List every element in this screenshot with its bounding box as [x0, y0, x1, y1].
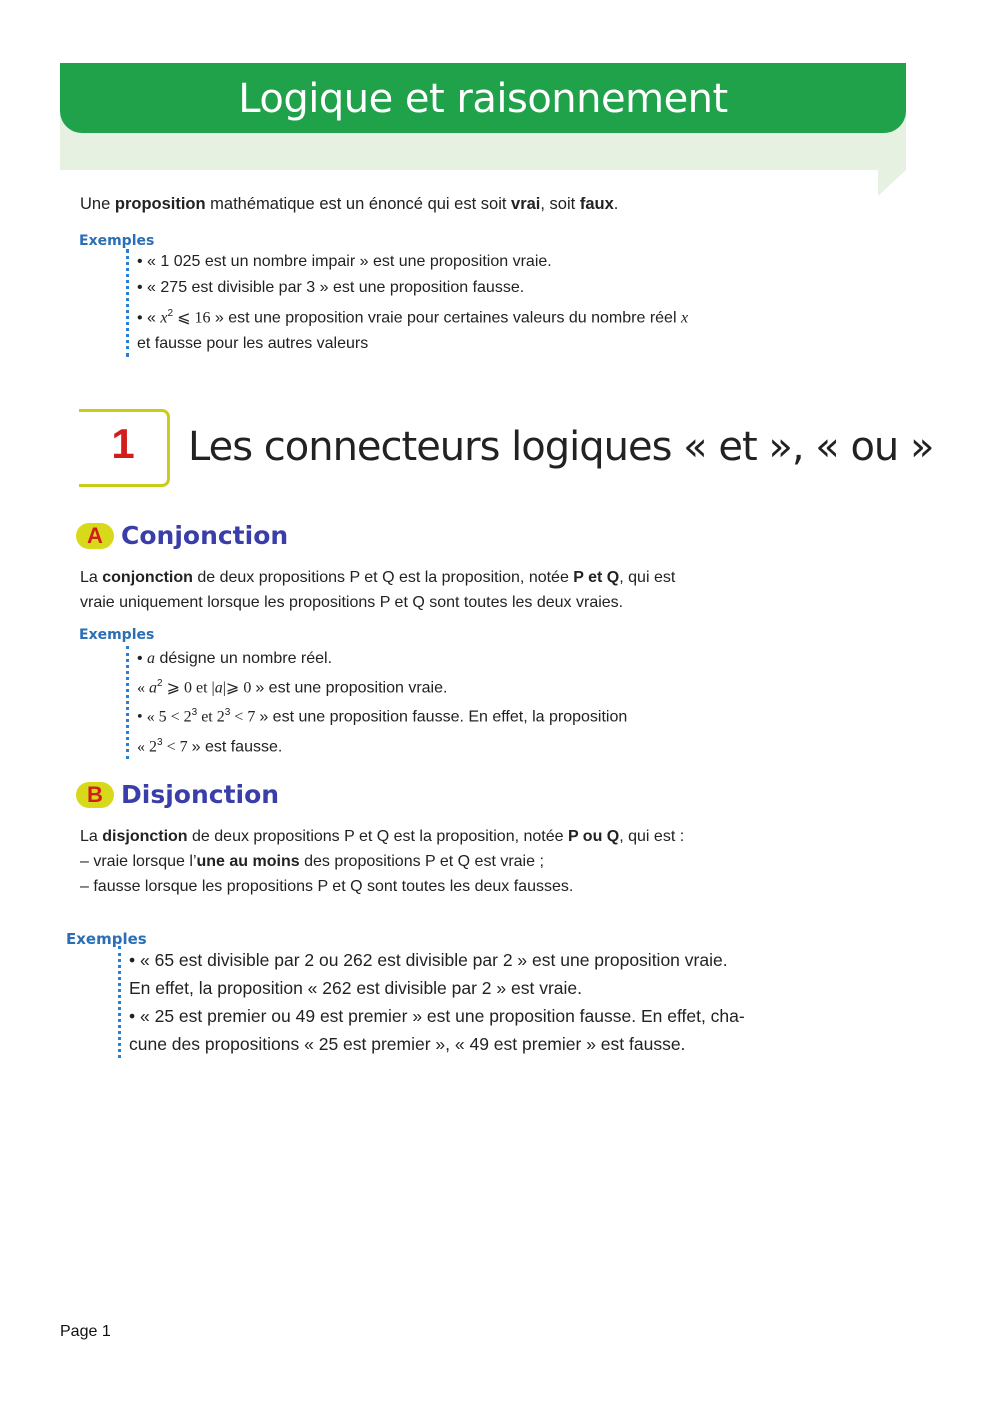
- math-expr: < 7: [230, 708, 260, 726]
- text: de deux propositions P et Q est la proposition, notée: [192, 569, 574, 586]
- math-var: a: [149, 679, 157, 697]
- subsection-title-conjonction: Conjonction: [121, 521, 289, 550]
- exponent: 3: [191, 707, 198, 719]
- notation-bold: P et Q: [573, 569, 620, 586]
- text: » est une proposition vraie.: [255, 679, 448, 697]
- intro-text: , soit: [540, 195, 580, 213]
- definition-line: [80, 849, 684, 874]
- example-line: [137, 671, 627, 700]
- disjonction-definition: [80, 824, 684, 899]
- example-line: cune des propositions « 25 est premier », « 49 est premier » est fausse.: [129, 1034, 686, 1054]
- text: » est fausse.: [191, 737, 283, 755]
- section-title: Les connecteurs logiques « et », « ou »: [188, 424, 934, 470]
- example-line: [137, 301, 688, 331]
- notation-bold: P ou Q: [567, 828, 620, 845]
- exponent: 2: [157, 678, 163, 689]
- definition-line: [80, 565, 675, 590]
- subsection-badge-b: B: [76, 782, 114, 808]
- examples-heading: Exemples: [66, 930, 147, 948]
- exponent: 2: [167, 308, 174, 319]
- exponent: 3: [157, 736, 163, 748]
- example-line: et fausse pour les autres valeurs: [137, 335, 369, 353]
- conjonction-examples: [126, 646, 627, 759]
- text: La: [80, 569, 103, 586]
- text: désigne un nombre réel.: [155, 650, 333, 667]
- example-line: • « 25 est premier ou 49 est premier » est une proposition fausse. En effet, cha-: [129, 1006, 745, 1026]
- math-expr: ⩽ 16: [173, 309, 211, 327]
- intro-text: mathématique est un énoncé qui est soit: [205, 195, 512, 213]
- intro-paragraph: [80, 195, 618, 214]
- section-number: 1: [111, 420, 135, 467]
- text: des propositions P et Q est vraie ;: [299, 853, 544, 870]
- example-line: [137, 700, 627, 729]
- math-var: a: [214, 679, 223, 697]
- chapter-title: Logique et raisonnement: [238, 76, 728, 122]
- subsection-title-disjonction: Disjonction: [121, 780, 280, 809]
- math-var: x: [160, 309, 168, 327]
- text: La: [80, 828, 103, 845]
- example-line: [137, 646, 627, 671]
- example-line: • « 65 est divisible par 2 ou 262 est divisible par 2 » est une proposition vraie.: [129, 950, 728, 970]
- chapter-banner: [60, 63, 906, 133]
- example-line: En effet, la proposition « 262 est divisible par 2 » est vraie.: [129, 978, 583, 998]
- intro-bold-proposition: proposition: [114, 195, 206, 213]
- text: » est une proposition vraie pour certaines valeurs du nombre réel: [210, 309, 681, 327]
- math-expr: < 7: [162, 737, 192, 755]
- math-expr: |⩾ 0: [222, 679, 256, 697]
- math-expr: et 2: [197, 708, 225, 726]
- math-var: x: [680, 309, 689, 327]
- math-expr: « 2: [137, 737, 157, 755]
- term-bold: disjonction: [102, 828, 188, 845]
- subsection-badge-a: A: [76, 523, 114, 549]
- examples-heading: Exemples: [79, 627, 155, 643]
- text: «: [137, 679, 149, 697]
- math-var: a: [147, 650, 156, 667]
- definition-line: – fausse lorsque les propositions P et Q sont toutes les deux fausses.: [80, 878, 574, 895]
- definition-line: vraie uniquement lorsque les propositions P et Q sont toutes les deux vraies.: [80, 594, 624, 611]
- example-line: [137, 730, 627, 759]
- text: – vraie lorsque l’: [80, 853, 197, 870]
- example-line: • « 1 025 est un nombre impair » est une proposition vraie.: [137, 253, 552, 270]
- conjonction-definition: [80, 565, 675, 615]
- math-expr: • « 5 < 2: [137, 708, 192, 726]
- intro-text: Une: [80, 195, 115, 213]
- page-number: Page 1: [60, 1323, 111, 1340]
- exponent: 3: [224, 707, 231, 719]
- definition-line: [80, 824, 684, 849]
- intro-text: .: [613, 195, 619, 213]
- disjonction-examples: [118, 946, 745, 1058]
- examples-heading: Exemples: [79, 233, 155, 249]
- text: , qui est: [619, 569, 676, 586]
- header-fold: [878, 170, 906, 196]
- math-expr: ⩾ 0 et |: [162, 679, 215, 697]
- intro-examples: [126, 249, 688, 357]
- text: •: [137, 650, 148, 667]
- text: » est une proposition fausse. En effet, la proposition: [259, 708, 628, 726]
- text: • «: [137, 309, 161, 327]
- text: de deux propositions P et Q est la proposition, notée: [187, 828, 568, 845]
- intro-bold-faux: faux: [579, 195, 614, 213]
- term-bold: conjonction: [102, 569, 193, 586]
- example-line: • « 275 est divisible par 3 » est une proposition fausse.: [137, 279, 525, 296]
- text: , qui est :: [619, 828, 685, 845]
- term-bold: une au moins: [196, 853, 300, 870]
- intro-bold-vrai: vrai: [511, 195, 541, 213]
